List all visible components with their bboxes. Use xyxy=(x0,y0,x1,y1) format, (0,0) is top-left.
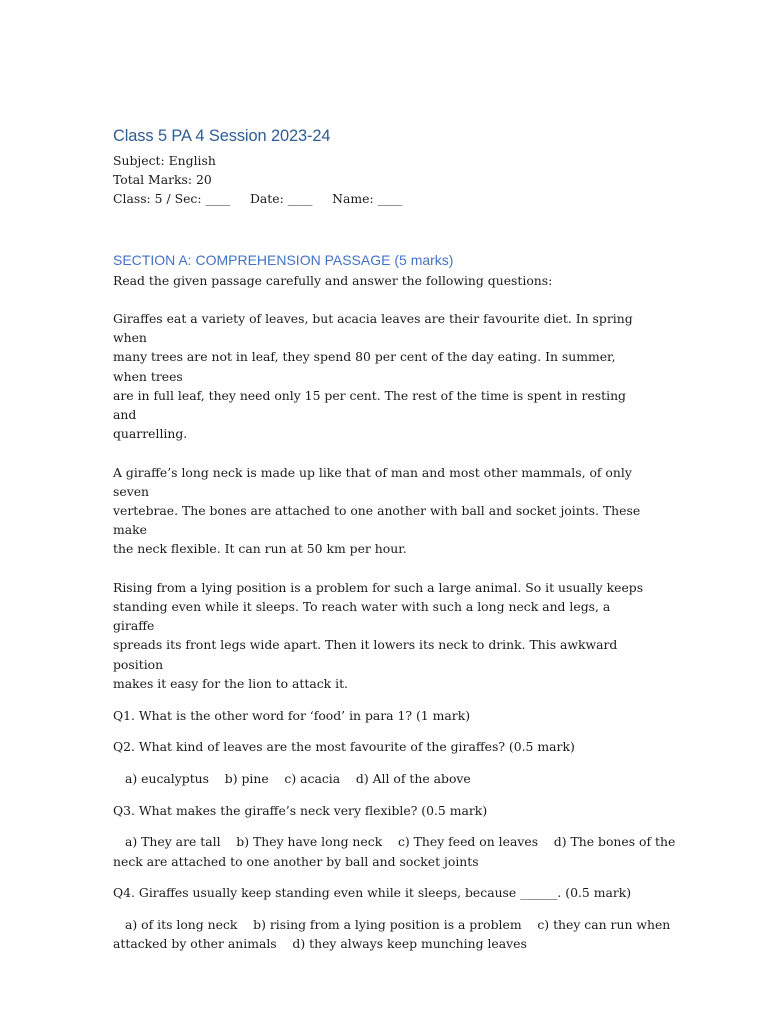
passage-line: Rising from a lying position is a problem for such a large animal. So it usually keeps xyxy=(113,579,644,595)
passage-line: standing even while it sleeps. To reach water with such a long neck and legs, a giraffe xyxy=(113,599,611,634)
section-a-heading: SECTION A: COMPREHENSION PASSAGE (5 marks) xyxy=(113,251,454,268)
page-title: Class 5 PA 4 Session 2023-24 xyxy=(113,127,331,145)
question-4-options xyxy=(113,915,671,953)
passage-line: makes it easy for the lion to attack it. xyxy=(113,675,348,691)
passage-line: Giraffes eat a variety of leaves, but acacia leaves are their favourite diet. In spring when xyxy=(113,311,633,346)
worksheet-page xyxy=(113,125,676,953)
passage-paragraph-3 xyxy=(113,578,648,693)
question-2-options xyxy=(113,769,648,788)
passage-instruction: Read the given passage carefully and answer the following questions: xyxy=(113,272,553,288)
options-line: attacked by other animals d) they always keep munching leaves xyxy=(113,936,527,952)
question-4: Q4. Giraffes usually keep standing even while it sleeps, because ______. (0.5 mark) xyxy=(113,885,632,901)
passage-line: spreads its front legs wide apart. Then it lowers its neck to drink. This awkward position xyxy=(113,637,618,672)
options-text: a) eucalyptus b) pine c) acacia d) All of the above xyxy=(125,770,471,786)
question-1: Q1. What is the other word for ‘food’ in para 1? (1 mark) xyxy=(113,707,471,723)
subject-line: Subject: English xyxy=(113,153,216,168)
options-line: neck are attached to one another by ball and socket joints xyxy=(113,853,479,869)
total-marks-line: Total Marks: 20 xyxy=(113,172,212,188)
class-date-name-line: Class: 5 / Sec: ____ Date: ____ Name: ____ xyxy=(113,191,403,207)
passage-line: the neck flexible. It can run at 50 km per hour. xyxy=(113,541,407,557)
passage-line: are in full leaf, they need only 15 per cent. The rest of the time is spent in resting and xyxy=(113,387,626,423)
passage-line: vertebrae. The bones are attached to one another with ball and socket joints. These make xyxy=(113,503,641,538)
question-2: Q2. What kind of leaves are the most favourite of the giraffes? (0.5 mark) xyxy=(113,739,575,755)
passage-line: many trees are not in leaf, they spend 80 per cent of the day eating. In summer, when trees xyxy=(113,349,616,384)
question-3: Q3. What makes the giraffe’s neck very flexible? (0.5 mark) xyxy=(113,802,488,818)
question-3-options xyxy=(113,832,676,870)
options-line: a) They are tall b) They have long neck c) They feed on leaves d) The bones of the xyxy=(125,834,676,850)
passage-paragraph-2 xyxy=(113,463,648,559)
options-line: a) of its long neck b) rising from a lying position is a problem c) they can run when xyxy=(125,916,671,932)
passage-paragraph-1 xyxy=(113,309,648,443)
passage-line: A giraffe’s long neck is made up like that of man and most other mammals, of only seven xyxy=(113,464,632,499)
passage-line: quarrelling. xyxy=(113,426,188,442)
